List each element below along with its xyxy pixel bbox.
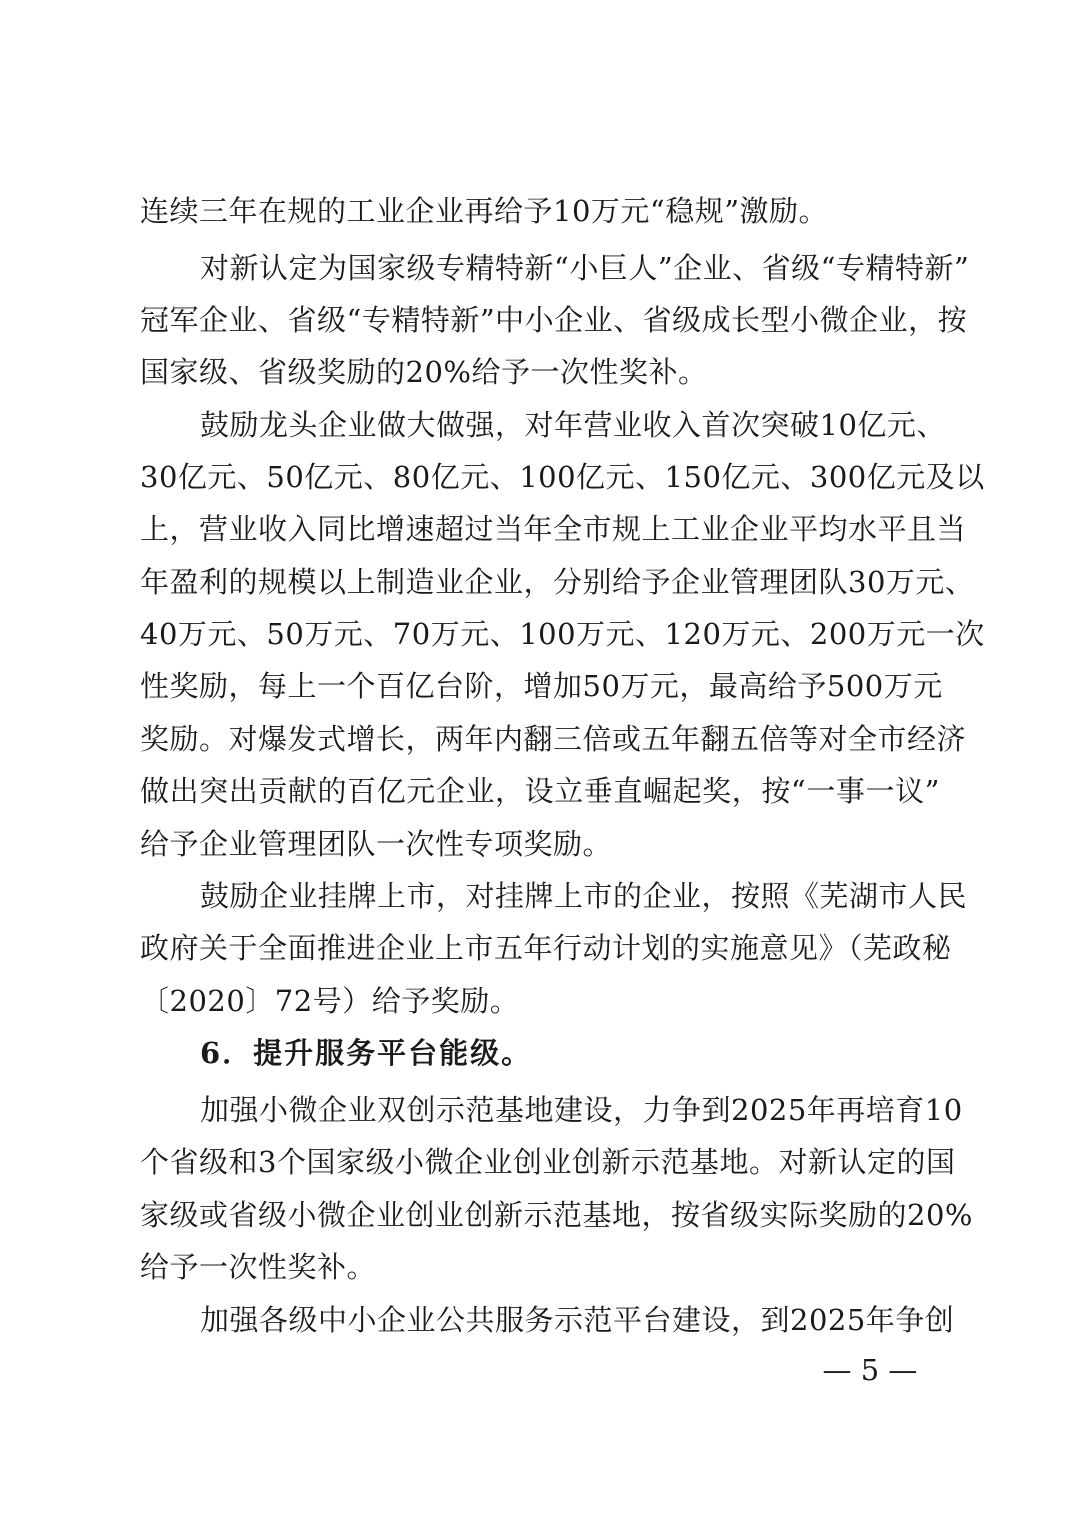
- section-heading: 6．提升服务平台能级。: [200, 1036, 533, 1070]
- text-line: 鼓励企业挂牌上市，对挂牌上市的企业，按照《芜湖市人民: [200, 879, 968, 913]
- text-line: 给予一次性奖补。: [140, 1250, 377, 1284]
- text-line: 给予企业管理团队一次性专项奖励。: [140, 827, 613, 861]
- text-line: 个省级和3个国家级小微企业创业创新示范基地。对新认定的国: [140, 1145, 956, 1179]
- text-line: 性奖励，每上一个百亿台阶，增加50万元，最高给予500万元: [140, 669, 943, 703]
- text-line: 加强各级中小企业公共服务示范平台建设，到2025年争创: [200, 1303, 955, 1337]
- text-line: 上，营业收入同比增速超过当年全市规上工业企业平均水平且当: [140, 512, 967, 546]
- text-line: 30亿元、50亿元、80亿元、100亿元、150亿元、300亿元及以: [140, 460, 985, 494]
- text-line: 〔2020〕72号）给予奖励。: [140, 984, 520, 1018]
- text-line: 连续三年在规的工业企业再给予10万元“稳规”激励。: [140, 194, 829, 228]
- text-line: 40万元、50万元、70万元、100万元、120万元、200万元一次: [140, 617, 985, 651]
- text-line: 对新认定为国家级专精特新“小巨人”企业、省级“专精特新”: [200, 251, 970, 285]
- text-line: 冠军企业、省级“专精特新”中小企业、省级成长型小微企业，按: [140, 303, 968, 337]
- page-number: — 5 —: [822, 1353, 918, 1387]
- text-line: 奖励。对爆发式增长，两年内翻三倍或五年翻五倍等对全市经济: [140, 722, 967, 756]
- text-line: 国家级、省级奖励的20%给予一次性奖补。: [140, 355, 708, 389]
- text-line: 家级或省级小微企业创业创新示范基地，按省级实际奖励的20%: [140, 1198, 973, 1232]
- text-line: 年盈利的规模以上制造业企业，分别给予企业管理团队30万元、: [140, 565, 975, 599]
- text-line: 做出突出贡献的百亿元企业，设立垂直崛起奖，按“一事一议”: [140, 774, 940, 808]
- text-line: 加强小微企业双创示范基地建设，力争到2025年再培育10: [200, 1093, 963, 1127]
- text-line: 鼓励龙头企业做大做强，对年营业收入首次突破10亿元、: [200, 408, 946, 442]
- text-line: 政府关于全面推进企业上市五年行动计划的实施意见》（芜政秘: [140, 931, 952, 965]
